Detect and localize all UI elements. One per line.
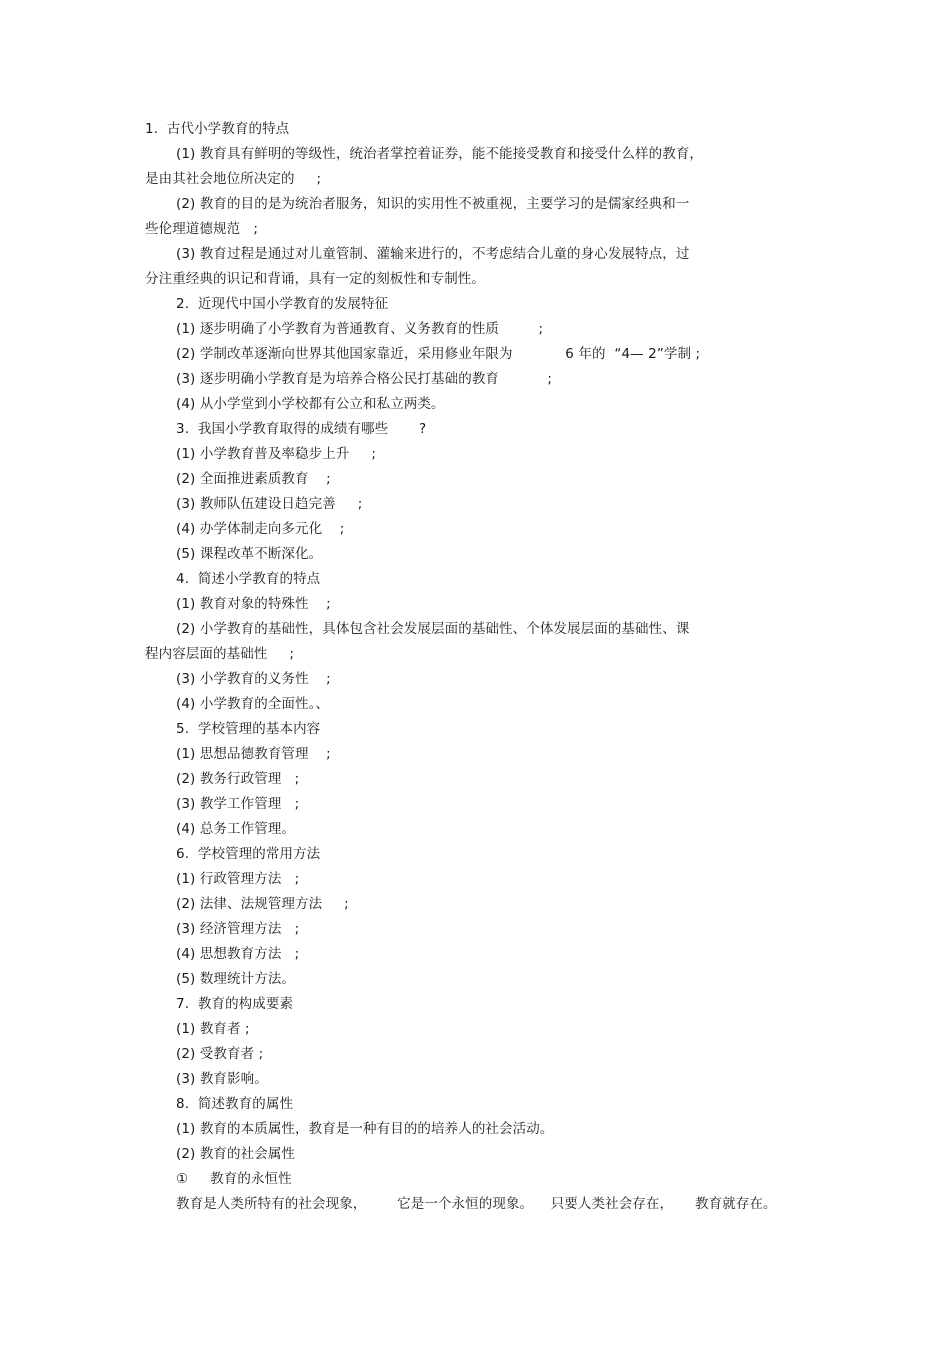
text-line: (1) 思想品德教育管理 ; <box>176 746 331 762</box>
text-line: (3) 逐步明确小学教育是为培养合格公民打基础的教育 ; <box>176 371 552 387</box>
text-line: (2) 受教育者 ; <box>176 1046 264 1062</box>
text-line: (3) 小学教育的义务性 ; <box>176 671 331 687</box>
heading-2: 2. 近现代中国小学教育的发展特征 <box>176 296 389 312</box>
text-line: (1) 教育具有鲜明的等级性，统治者掌控着证券，能不能接受教育和接受什么样的教育， <box>176 146 704 162</box>
text-line: 分注重经典的识记和背诵，具有一定的刻板性和专制性。 <box>145 271 485 287</box>
text-line: (2) 全面推进素质教育 ; <box>176 471 331 487</box>
text-line: (5) 数理统计方法。 <box>176 971 296 987</box>
text-line: (1) 逐步明确了小学教育为普通教育、义务教育的性质 ; <box>176 321 544 337</box>
text-line: (2) 法律、法规管理方法 ; <box>176 896 349 912</box>
text-line: (4) 思想教育方法 ; <box>176 946 300 962</box>
text-line: 教育是人类所特有的社会现象， 它是一个永恒的现象。 只要人类社会存在， 教育就存在。 <box>176 1196 777 1212</box>
text-line: 程内容层面的基础性 ; <box>145 646 295 662</box>
text-line: (1) 小学教育普及率稳步上升 ; <box>176 446 377 462</box>
text-line: (2) 小学教育的基础性，具体包含社会发展层面的基础性、个体发展层面的基础性、课 <box>176 621 690 637</box>
text-line: (2) 教育的社会属性 <box>176 1146 296 1162</box>
heading-5: 5. 学校管理的基本内容 <box>176 721 321 737</box>
text-line: 些伦理道德规范 ; <box>145 221 259 237</box>
text-line: (2) 学制改革逐渐向世界其他国家靠近，采用修业年限为 6 年的 “4— 2”学制 ; <box>176 346 701 362</box>
text-line: (4) 总务工作管理。 <box>176 821 296 837</box>
text-line: (1) 教育的本质属性，教育是一种有目的的培养人的社会活动。 <box>176 1121 554 1137</box>
text-line: (2) 教务行政管理 ; <box>176 771 300 787</box>
heading-7: 7. 教育的构成要素 <box>176 996 294 1012</box>
text-line: (3) 教育影响。 <box>176 1071 268 1087</box>
heading-8: 8. 简述教育的属性 <box>176 1096 294 1112</box>
text-line: (4) 办学体制走向多元化 ; <box>176 521 345 537</box>
text-line: (4) 从小学堂到小学校都有公立和私立两类。 <box>176 396 445 412</box>
heading-4: 4. 简述小学教育的特点 <box>176 571 321 587</box>
text-line: (1) 教育者 ; <box>176 1021 250 1037</box>
text-line: (3) 经济管理方法 ; <box>176 921 300 937</box>
text-line: (1) 教育对象的特殊性 ; <box>176 596 331 612</box>
text-line: 是由其社会地位所决定的 ; <box>145 171 322 187</box>
text-line: (3) 教师队伍建设日趋完善 ; <box>176 496 363 512</box>
text-line: (1) 行政管理方法 ; <box>176 871 300 887</box>
text-line: (3) 教学工作管理 ; <box>176 796 300 812</box>
text-line: (4) 小学教育的全面性。、 <box>176 696 330 712</box>
text-line: (5) 课程改革不断深化。 <box>176 546 323 562</box>
heading-3: 3. 我国小学教育取得的成绩有哪些 ? <box>176 421 427 437</box>
text-line: (2) 教育的目的是为统治者服务，知识的实用性不被重视，主要学习的是儒家经典和一 <box>176 196 690 212</box>
heading-6: 6. 学校管理的常用方法 <box>176 846 321 862</box>
text-line: (3) 教育过程是通过对儿童管制、灌输来进行的，不考虑结合儿童的身心发展特点，过 <box>176 246 690 262</box>
heading-1: 1. 古代小学教育的特点 <box>145 121 290 137</box>
text-line: ① 教育的永恒性 <box>176 1171 292 1187</box>
